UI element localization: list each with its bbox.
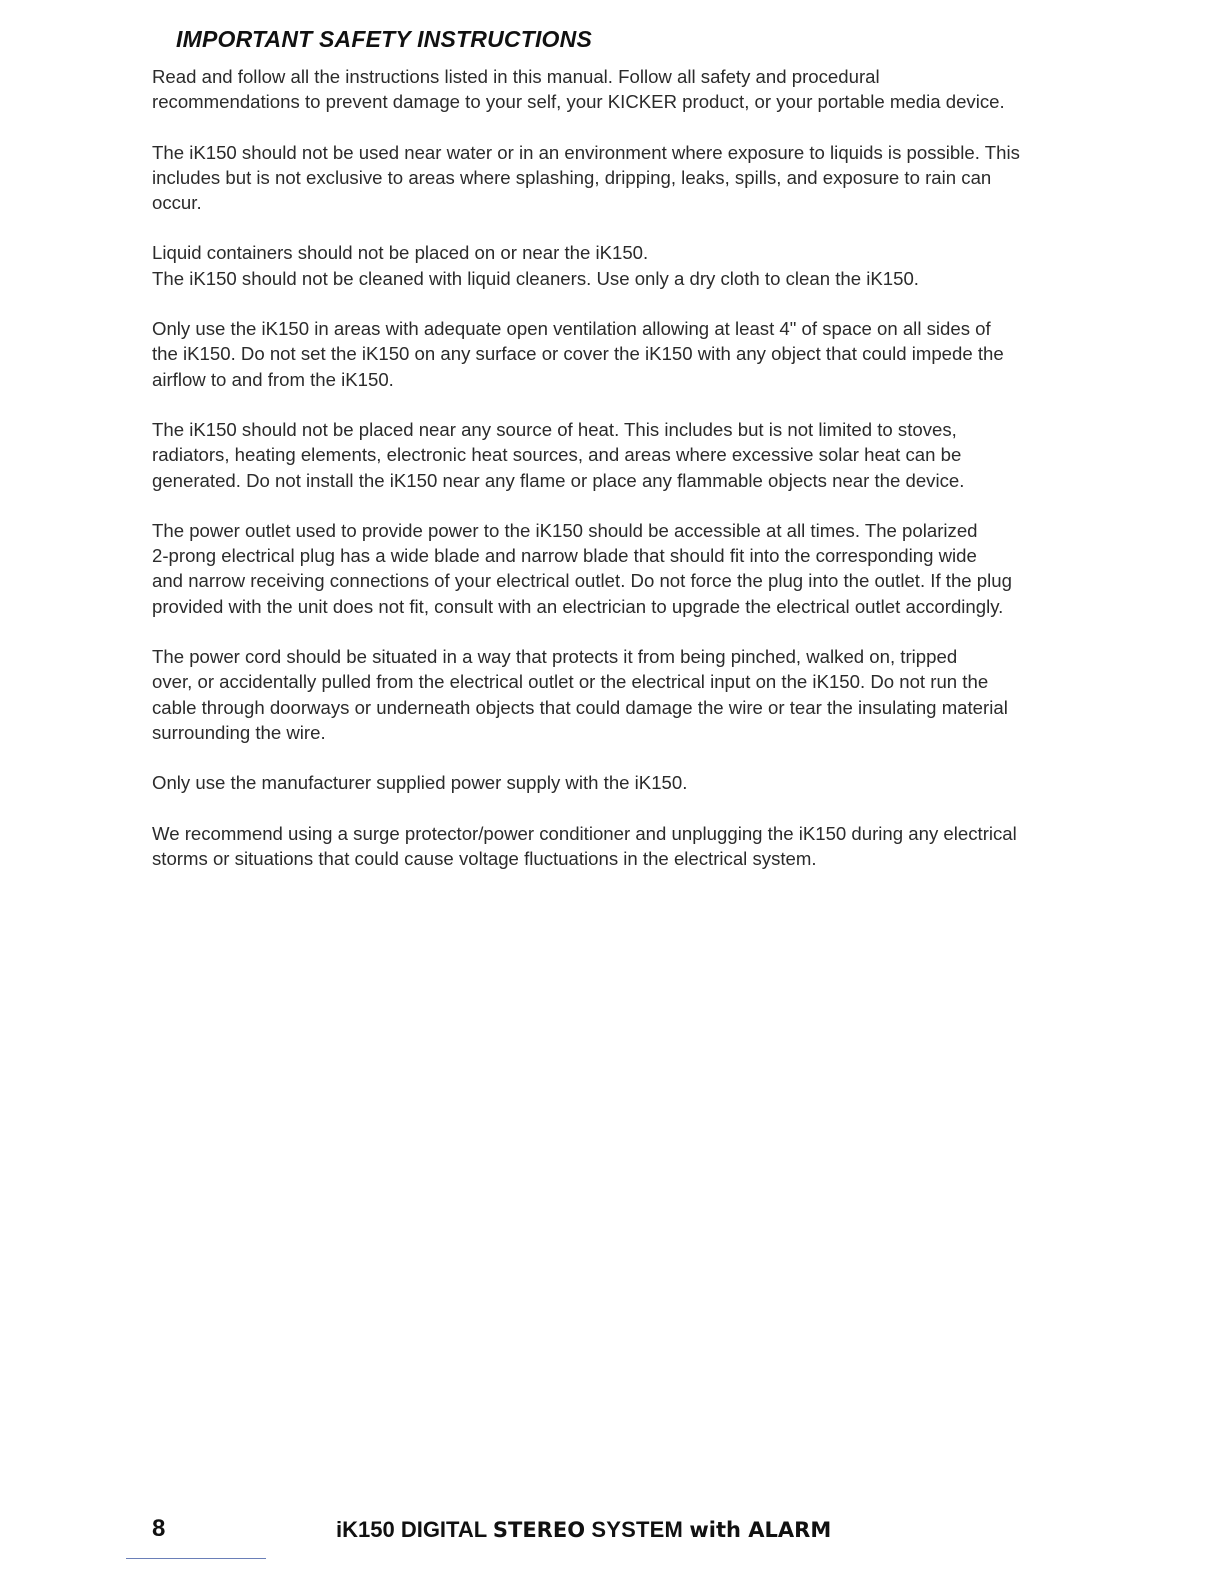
footer-title-part-4: with ALARM [689, 1518, 832, 1542]
footer-title [336, 1517, 831, 1543]
footer-title-part-3: SYSTEM [585, 1517, 690, 1542]
paragraph-liquid: Liquid containers should not be placed on or near the iK150. The iK150 should not be cleaned with liquid cleaners. Use only a dry cloth to clean the iK150. [152, 242, 919, 289]
paragraph-ventilation: Only use the iK150 in areas with adequate open ventilation allowing at least 4" of space on all sides of the iK150. Do not set the iK150 on any surface or cover the iK150 with any object that could impede the airflow to and from the iK150. [152, 318, 1004, 390]
paragraph-surge-protector: We recommend using a surge protector/power conditioner and unplugging the iK150 during any electrical storms or situations that could cause voltage fluctuations in the electrical system. [152, 822, 1017, 869]
paragraph-water: The iK150 should not be used near water or in an environment where exposure to liquids is possible. This includes but is not exclusive to areas where splashing, dripping, leaks, spills, and exposure to rain can occur. [152, 141, 1020, 214]
paragraph-read-instructions: Read and follow all the instructions listed in this manual. Follow all safety and procedural recommendations to prevent damage to your self, your KICKER product, or your portable media device. [152, 66, 1005, 113]
footer-title-part-1: iK150 DIGITAL [336, 1517, 493, 1542]
paragraph-power-supply: Only use the manufacturer supplied power supply with the iK150. [152, 772, 688, 794]
footer-title-part-2: STEREO [492, 1518, 586, 1542]
paragraph-power-cord: The power cord should be situated in a way that protects it from being pinched, walked on, tripped over, or accidentally pulled from the electrical outlet or the electrical input on the iK150. Do not run the cable through doorways or underneath objects that could damage the wire or tear the insulating material surrounding the wire. [152, 646, 1008, 743]
instructions-body [152, 64, 1087, 896]
paragraph-heat: The iK150 should not be placed near any source of heat. This includes but is not limited to stoves, radiators, heating elements, electronic heat sources, and areas where excessive solar heat can be generated. Do not install the iK150 near any flame or place any flammable objects near the device. [152, 418, 965, 491]
paragraph-power-outlet: The power outlet used to provide power to the iK150 should be accessible at all times. The polarized 2-prong electrical plug has a wide blade and narrow blade that should fit into the corresponding wide and narrow receiving connections of your electrical outlet. Do not force the plug into the outlet. If the plug provided with the unit does not fit, consult with an electrician to upgrade the electrical outlet accordingly. [152, 519, 1012, 617]
page-footer [0, 1515, 1224, 1555]
footer-divider [126, 1558, 266, 1559]
page-number: 8 [152, 1515, 166, 1542]
page-heading: IMPORTANT SAFETY INSTRUCTIONS [176, 26, 592, 52]
